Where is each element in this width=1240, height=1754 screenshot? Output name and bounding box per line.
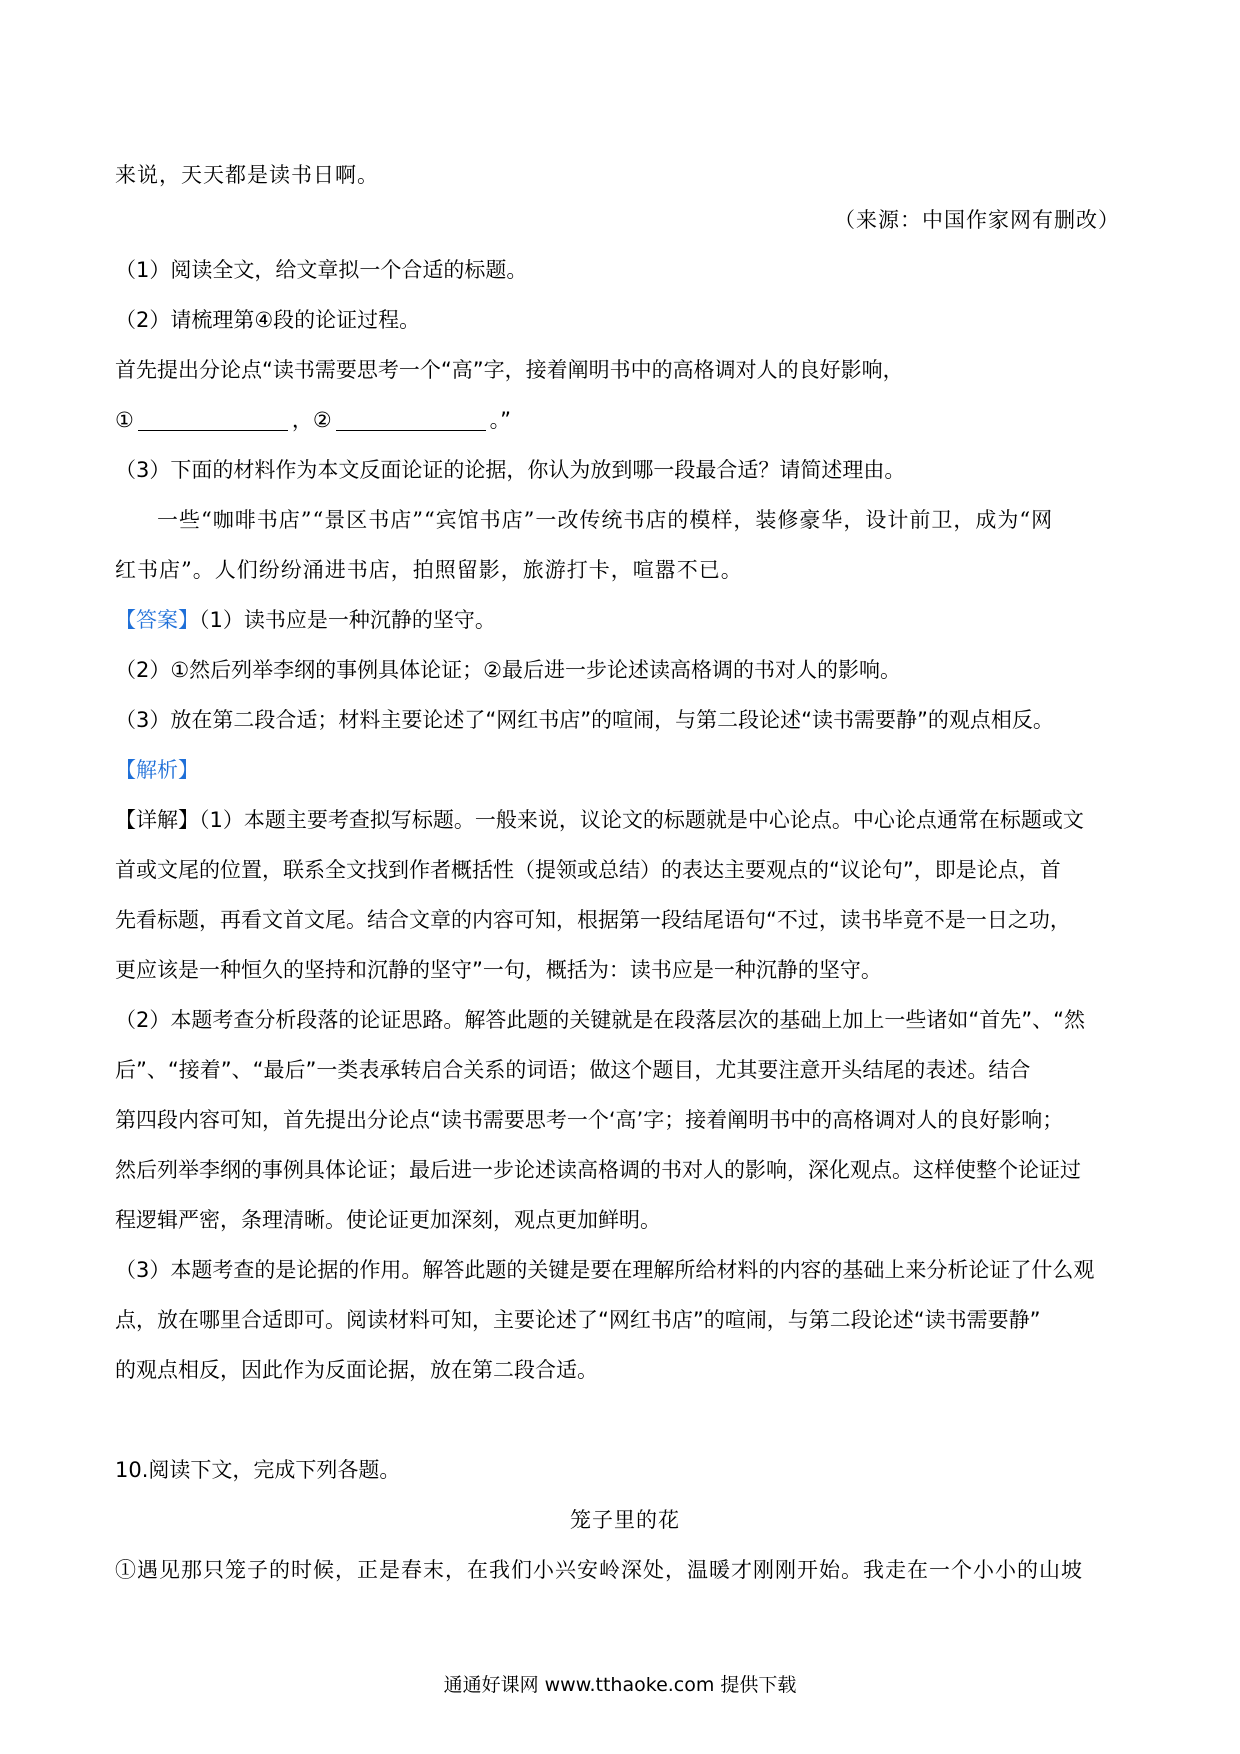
answer-label: 【答案】 bbox=[115, 608, 199, 632]
detail-3-line-2: 点，放在哪里合适即可。阅读材料可知，主要论述了“网红书店”的喧闹，与第二段论述“读书需要静” bbox=[115, 1308, 1041, 1332]
blank-1-line[interactable] bbox=[138, 408, 288, 431]
blank-2-label: ，② bbox=[291, 408, 332, 432]
detail-2-line-4: 然后列举李纲的事例具体论证；最后进一步论述读高格调的书对人的影响，深化观点。这样使整个论证过 bbox=[115, 1158, 1081, 1182]
detail-1-text: （1）本题主要考查拟写标题。一般来说，议论文的标题就是中心论点。中心论点通常在标题或文 bbox=[199, 808, 1084, 832]
detail-1-line-3: 先看标题，再看文首文尾。结合文章的内容可知，根据第一段结尾语句“不过，读书毕竟不是一日之功， bbox=[115, 908, 1071, 932]
answer-1-row bbox=[115, 605, 1135, 635]
analysis-label: 【解析】 bbox=[115, 758, 199, 782]
paragraph-continuation: 来说，天天都是读书日啊。 bbox=[115, 163, 379, 187]
detail-1-line-4: 更应该是一种恒久的坚持和沉静的坚守”一句，概括为：读书应是一种沉静的坚守。 bbox=[115, 958, 882, 982]
question-10: 10.阅读下文，完成下列各题。 bbox=[115, 1458, 401, 1482]
answer-1: （1）读书应是一种沉静的坚守。 bbox=[199, 608, 496, 632]
detail-2-line-1: （2）本题考查分析段落的论证思路。解答此题的关键就是在段落层次的基础上加上一些诸如“首先”、“然 bbox=[115, 1008, 1085, 1032]
source-note: （来源：中国作家网有删改） bbox=[834, 208, 1120, 232]
blank-1-label: ① bbox=[115, 408, 134, 432]
detail-1-line-1 bbox=[115, 805, 1135, 835]
answer-2: （2）①然后列举李纲的事例具体论证；②最后进一步论述读高格调的书对人的影响。 bbox=[115, 658, 902, 682]
material-line-2: 红书店”。人们纷纷涌进书店，拍照留影，旅游打卡，喧嚣不已。 bbox=[115, 558, 743, 582]
fill-in-blanks bbox=[115, 405, 1135, 435]
question-2-prompt: 首先提出分论点“读书需要思考一个“高”字，接着阐明书中的高格调对人的良好影响， bbox=[115, 358, 904, 382]
blank-2-line[interactable] bbox=[336, 408, 486, 431]
detail-1-line-2: 首或文尾的位置，联系全文找到作者概括性（提领或总结）的表达主要观点的“议论句”，即是论点，首 bbox=[115, 858, 1061, 882]
article-paragraph-1: ①遇见那只笼子的时候，正是春末，在我们小兴安岭深处，温暖才刚刚开始。我走在一个小小的山坡 bbox=[115, 1558, 1083, 1582]
question-2: （2）请梳理第④段的论证过程。 bbox=[115, 308, 421, 332]
page-footer: 通通好课网 www.tthaoke.com 提供下载 bbox=[443, 1674, 797, 1696]
question-3: （3）下面的材料作为本文反面论证的论据，你认为放到哪一段最合适？请简述理由。 bbox=[115, 458, 906, 482]
question-1: （1）阅读全文，给文章拟一个合适的标题。 bbox=[115, 258, 528, 282]
answer-3: （3）放在第二段合适；材料主要论述了“网红书店”的喧闹，与第二段论述“读书需要静”的观点相反。 bbox=[115, 708, 1054, 732]
blank-end: 。” bbox=[489, 408, 512, 432]
article-title: 笼子里的花 bbox=[570, 1508, 680, 1532]
detail-2-line-3: 第四段内容可知，首先提出分论点“读书需要思考一个‘高’字；接着阐明书中的高格调对人的良好影响； bbox=[115, 1108, 1064, 1132]
detail-3-line-3: 的观点相反，因此作为反面论据，放在第二段合适。 bbox=[115, 1358, 598, 1382]
detail-2-line-2: 后”、“接着”、“最后”一类表承转启合关系的词语；做这个题目，尤其要注意开头结尾的表述。结合 bbox=[115, 1058, 1031, 1082]
detail-2-line-5: 程逻辑严密，条理清晰。使论证更加深刻，观点更加鲜明。 bbox=[115, 1208, 661, 1232]
detail-label: 【详解】 bbox=[115, 808, 199, 832]
material-line-1: 一些“咖啡书店”“景区书店”“宾馆书店”一改传统书店的模样，装修豪华，设计前卫，成为“网 bbox=[157, 508, 1054, 532]
detail-3-line-1: （3）本题考查的是论据的作用。解答此题的关键是要在理解所给材料的内容的基础上来分析论证了什么观 bbox=[115, 1258, 1095, 1282]
